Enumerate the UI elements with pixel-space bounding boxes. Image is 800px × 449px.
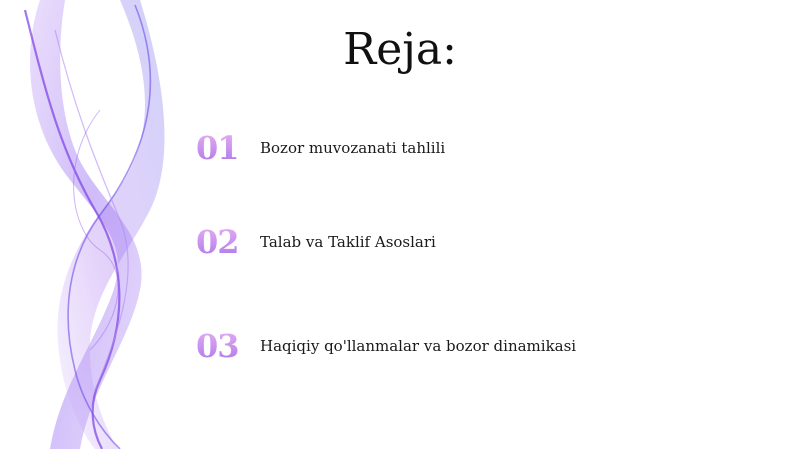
slide-title: Reja: — [343, 24, 457, 75]
agenda-label: Bozor muvozanati tahlili — [260, 139, 446, 157]
agenda-item-2 — [196, 220, 756, 264]
agenda-item-1 — [196, 126, 756, 170]
agenda-number: 02 — [196, 223, 260, 261]
agenda-number: 01 — [196, 129, 260, 167]
purple-smoke-ribbon-decoration — [0, 0, 200, 449]
agenda-label: Haqiqiy qo'llanmalar va bozor dinamikasi — [260, 337, 577, 355]
agenda-number: 03 — [196, 327, 260, 365]
agenda-label: Talab va Taklif Asoslari — [260, 233, 436, 251]
agenda-item-3 — [196, 324, 756, 368]
